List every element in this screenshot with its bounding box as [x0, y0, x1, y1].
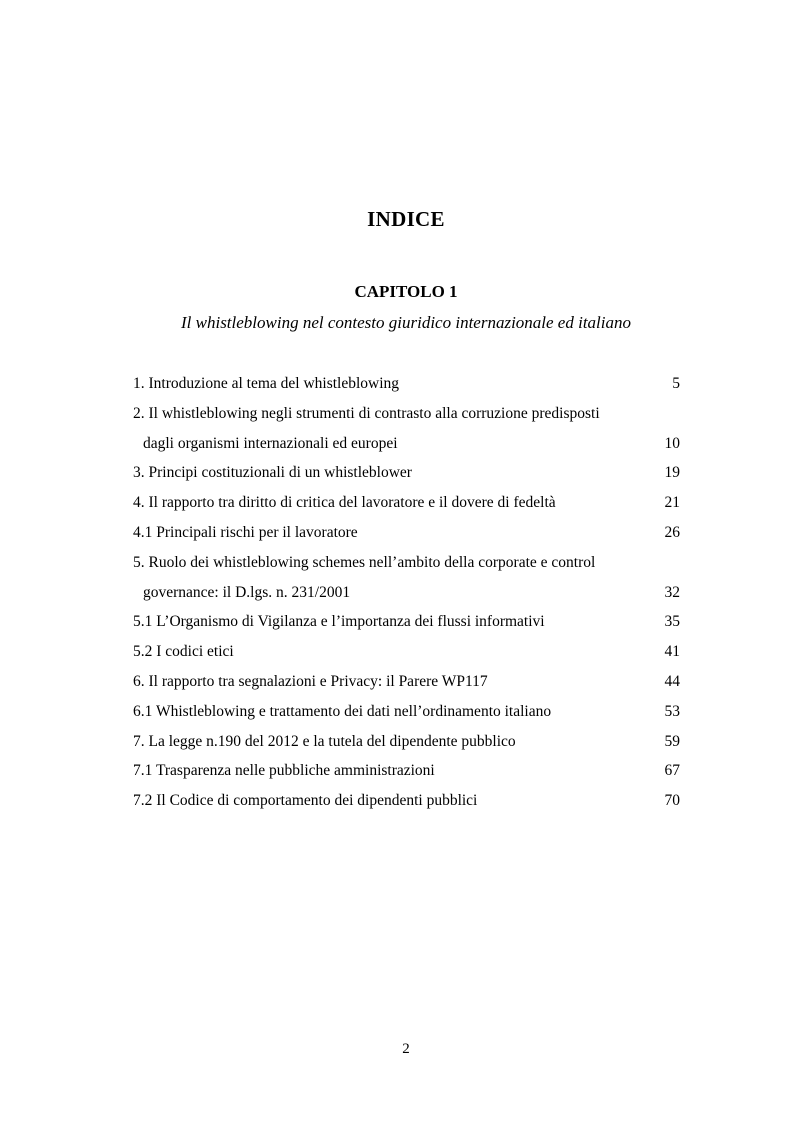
toc-entry — [133, 488, 680, 518]
toc-entry-page: 70 — [664, 792, 680, 810]
toc-entry-page: 44 — [664, 672, 680, 690]
toc-entry-page: 19 — [664, 464, 680, 482]
toc-entry-title-continued: governance: il D.lgs. n. 231/2001 — [143, 583, 351, 601]
toc-entry-title: 3. Principi costituzionali di un whistleblower — [133, 464, 412, 482]
toc-entry — [133, 518, 680, 548]
toc-entry-title: 7.1 Trasparenza nelle pubbliche amministrazioni — [133, 762, 435, 780]
toc-entry — [133, 786, 680, 816]
toc-entry — [133, 637, 680, 667]
toc-entry — [133, 399, 680, 459]
toc-entry-page: 59 — [664, 732, 680, 750]
page-title: INDICE — [367, 207, 445, 231]
toc-entry — [133, 607, 680, 637]
toc-entry-title: 5. Ruolo dei whistleblowing schemes nell’ambito della corporate e control — [133, 553, 596, 571]
toc-entry — [133, 697, 680, 727]
toc-entry — [133, 727, 680, 757]
toc-entry-page: 26 — [664, 523, 680, 541]
toc-entry — [133, 548, 680, 608]
table-of-contents — [133, 369, 680, 816]
toc-entry — [133, 369, 680, 399]
toc-entry-title: 5.1 L’Organismo di Vigilanza e l’importanza dei flussi informativi — [133, 613, 545, 631]
toc-entry-page: 35 — [664, 613, 680, 631]
toc-entry-page: 53 — [664, 702, 680, 720]
toc-entry-title: 6. Il rapporto tra segnalazioni e Privacy: il Parere WP117 — [133, 672, 488, 690]
toc-entry-page: 67 — [664, 762, 680, 780]
toc-entry-title: 6.1 Whistleblowing e trattamento dei dati nell’ordinamento italiano — [133, 702, 552, 720]
toc-entry-page: 41 — [664, 643, 680, 661]
toc-entry-page: 10 — [664, 434, 680, 452]
toc-entry-page: 32 — [664, 583, 680, 601]
toc-entry-title: 5.2 I codici etici — [133, 643, 234, 661]
page-number: 2 — [402, 1041, 410, 1057]
toc-entry-page: 21 — [664, 494, 680, 512]
chapter-title: CAPITOLO 1 — [354, 282, 458, 301]
toc-entry-title: 2. Il whistleblowing negli strumenti di contrasto alla corruzione predisposti — [133, 404, 600, 422]
toc-entry — [133, 667, 680, 697]
toc-entry-title: 7.2 Il Codice di comportamento dei dipendenti pubblici — [133, 792, 478, 810]
toc-entry-title: 4. Il rapporto tra diritto di critica del lavoratore e il dovere di fedeltà — [133, 494, 556, 512]
toc-entry-title: 4.1 Principali rischi per il lavoratore — [133, 523, 358, 541]
chapter-subtitle: Il whistleblowing nel contesto giuridico internazionale ed italiano — [181, 313, 631, 332]
toc-entry-title: 1. Introduzione al tema del whistleblowing — [133, 375, 400, 392]
toc-entry-page: 5 — [672, 375, 680, 392]
toc-entry-title-continued: dagli organismi internazionali ed europei — [143, 434, 398, 452]
toc-entry-title: 7. La legge n.190 del 2012 e la tutela del dipendente pubblico — [133, 732, 516, 750]
toc-entry — [133, 458, 680, 488]
toc-entry — [133, 756, 680, 786]
